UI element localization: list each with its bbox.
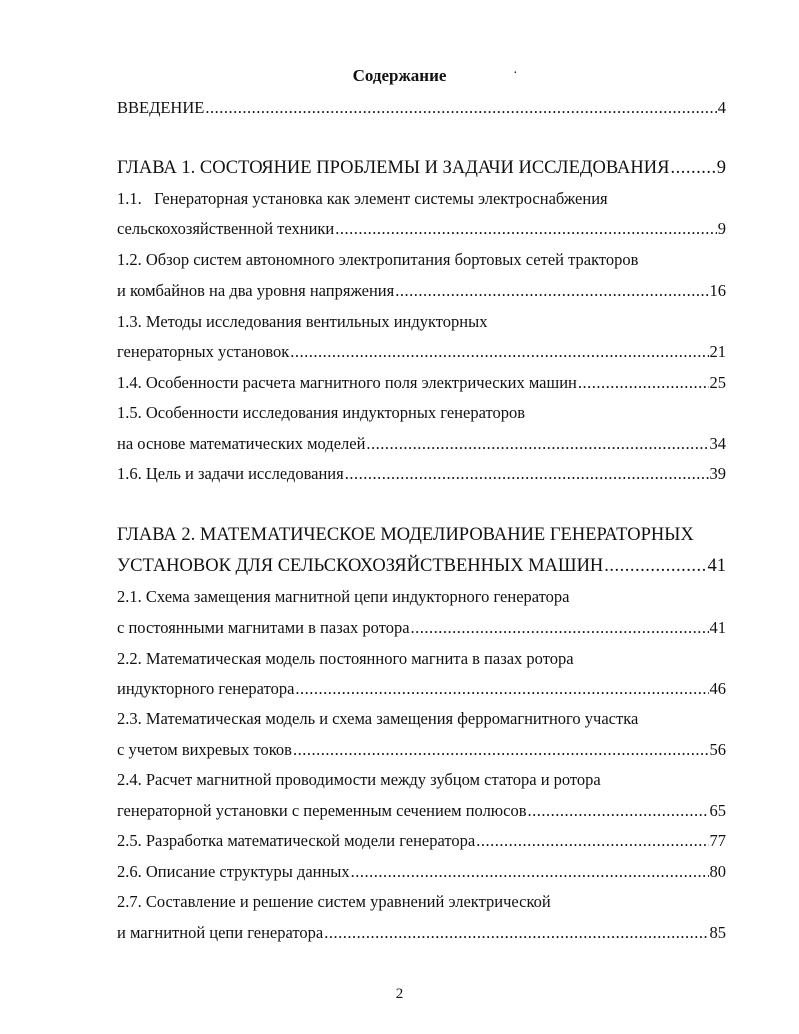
- toc-entry-1-2-line1: 1.2. Обзор систем автономного электропитания бортовых сетей тракторов: [117, 250, 639, 269]
- toc-entry-chapter-2-line1: ГЛАВА 2. МАТЕМАТИЧЕСКОЕ МОДЕЛИРОВАНИЕ ГЕНЕРАТОРНЫХ: [117, 525, 694, 545]
- toc-entry-text: на основе математических моделей: [117, 434, 366, 453]
- leader-dots: [293, 737, 709, 763]
- toc-entry-page: 16: [709, 281, 726, 300]
- toc-entry-2-7[interactable]: [117, 920, 726, 946]
- toc-entry-text: и магнитной цепи генератора: [117, 923, 324, 942]
- leader-dots: [578, 370, 709, 396]
- toc-entry-text: 1.6. Цель и задачи исследования: [117, 464, 344, 483]
- toc-entry-page: 4: [717, 98, 726, 117]
- toc-entry-page: 25: [709, 373, 726, 392]
- page-number: 2: [395, 986, 404, 1002]
- toc-entry-2-3-line1: 2.3. Математическая модель и схема замещения ферромагнитного участка: [117, 709, 639, 728]
- toc-entry-chapter-2[interactable]: [117, 553, 726, 579]
- toc-entry-2-6[interactable]: [117, 859, 726, 885]
- toc-entry-text: ВВЕДЕНИЕ: [117, 98, 205, 117]
- toc-entry-2-4[interactable]: [117, 798, 726, 824]
- toc-entry-1-3-line1: 1.3. Методы исследования вентильных индукторных: [117, 312, 488, 331]
- toc-entry-page: 77: [709, 831, 726, 850]
- toc-entry-1-3[interactable]: [117, 339, 726, 365]
- leader-dots: [290, 339, 708, 365]
- leader-dots: [335, 216, 717, 242]
- toc-entry-2-2-line1: 2.2. Математическая модель постоянного магнита в пазах ротора: [117, 649, 574, 668]
- leader-dots: [670, 155, 715, 181]
- toc-entry-page: 85: [709, 923, 726, 942]
- leader-dots: [205, 95, 716, 121]
- toc-title: Содержание: [352, 66, 447, 85]
- toc-entry-text: с учетом вихревых токов: [117, 740, 292, 759]
- leader-dots: [324, 920, 708, 946]
- toc-entry-text: индукторного генератора: [117, 679, 295, 698]
- toc-entry-page: 46: [709, 679, 726, 698]
- toc-entry-page: 9: [717, 219, 726, 238]
- leader-dots: [528, 798, 709, 824]
- toc-entry-1-5[interactable]: [117, 431, 726, 457]
- leader-dots: [295, 676, 708, 702]
- toc-entry-text: генераторной установки с переменным сечением полюсов: [117, 801, 527, 820]
- toc-entry-1-1[interactable]: [117, 216, 726, 242]
- leader-dots: [395, 278, 708, 304]
- toc-entry-text: 2.5. Разработка математической модели генератора: [117, 831, 476, 850]
- toc-entry-page: 56: [709, 740, 726, 759]
- toc-entry-text: сельскохозяйственной техники: [117, 219, 335, 238]
- toc-entry-1-5-line1: 1.5. Особенности исследования индукторных генераторов: [117, 403, 526, 422]
- toc-entry-1-4[interactable]: [117, 370, 726, 396]
- toc-entry-text: с постоянными магнитами в пазах ротора: [117, 618, 410, 637]
- toc-entry-2-1-line1: 2.1. Схема замещения магнитной цепи индукторного генератора: [117, 587, 570, 606]
- leader-dots: [345, 461, 709, 487]
- toc-entry-text: 1.4. Особенности расчета магнитного поля электрических машин: [117, 373, 577, 392]
- toc-entry-intro[interactable]: [117, 95, 726, 121]
- toc-entry-2-7-line1: 2.7. Составление и решение систем уравнений электрической: [117, 892, 551, 911]
- toc-entry-2-1[interactable]: [117, 615, 726, 641]
- toc-entry-2-5[interactable]: [117, 828, 726, 854]
- leader-dots: [476, 828, 708, 854]
- scan-mark: ·: [513, 66, 518, 81]
- toc-entry-page: 9: [716, 158, 726, 178]
- toc-entry-page: 65: [709, 801, 726, 820]
- leader-dots: [604, 553, 706, 579]
- toc-entry-1-2[interactable]: [117, 278, 726, 304]
- leader-dots: [351, 859, 709, 885]
- toc-entry-text: ГЛАВА 1. СОСТОЯНИЕ ПРОБЛЕМЫ И ЗАДАЧИ ИССЛЕДОВАНИЯ: [117, 158, 670, 178]
- leader-dots: [411, 615, 709, 641]
- toc-entry-1-1-line1: 1.1. Генераторная установка как элемент системы электроснабжения: [117, 189, 608, 208]
- toc-entry-chapter-1[interactable]: [117, 155, 726, 181]
- toc-entry-page: 21: [709, 342, 726, 361]
- leader-dots: [366, 431, 708, 457]
- toc-entry-text: УСТАНОВОК ДЛЯ СЕЛЬСКОХОЗЯЙСТВЕННЫХ МАШИН: [117, 556, 604, 576]
- toc-entry-2-2[interactable]: [117, 676, 726, 702]
- toc-entry-text: генераторных установок: [117, 342, 290, 361]
- toc-entry-text: 2.6. Описание структуры данных: [117, 862, 350, 881]
- toc-entry-page: 41: [709, 618, 726, 637]
- toc-entry-page: 39: [709, 464, 726, 483]
- toc-entry-text: и комбайнов на два уровня напряжения: [117, 281, 395, 300]
- toc-entry-1-6[interactable]: [117, 461, 726, 487]
- toc-entry-2-3[interactable]: [117, 737, 726, 763]
- toc-entry-2-4-line1: 2.4. Расчет магнитной проводимости между зубцом статора и ротора: [117, 770, 601, 789]
- toc-entry-page: 80: [709, 862, 726, 881]
- toc-entry-page: 41: [707, 556, 726, 576]
- toc-entry-page: 34: [709, 434, 726, 453]
